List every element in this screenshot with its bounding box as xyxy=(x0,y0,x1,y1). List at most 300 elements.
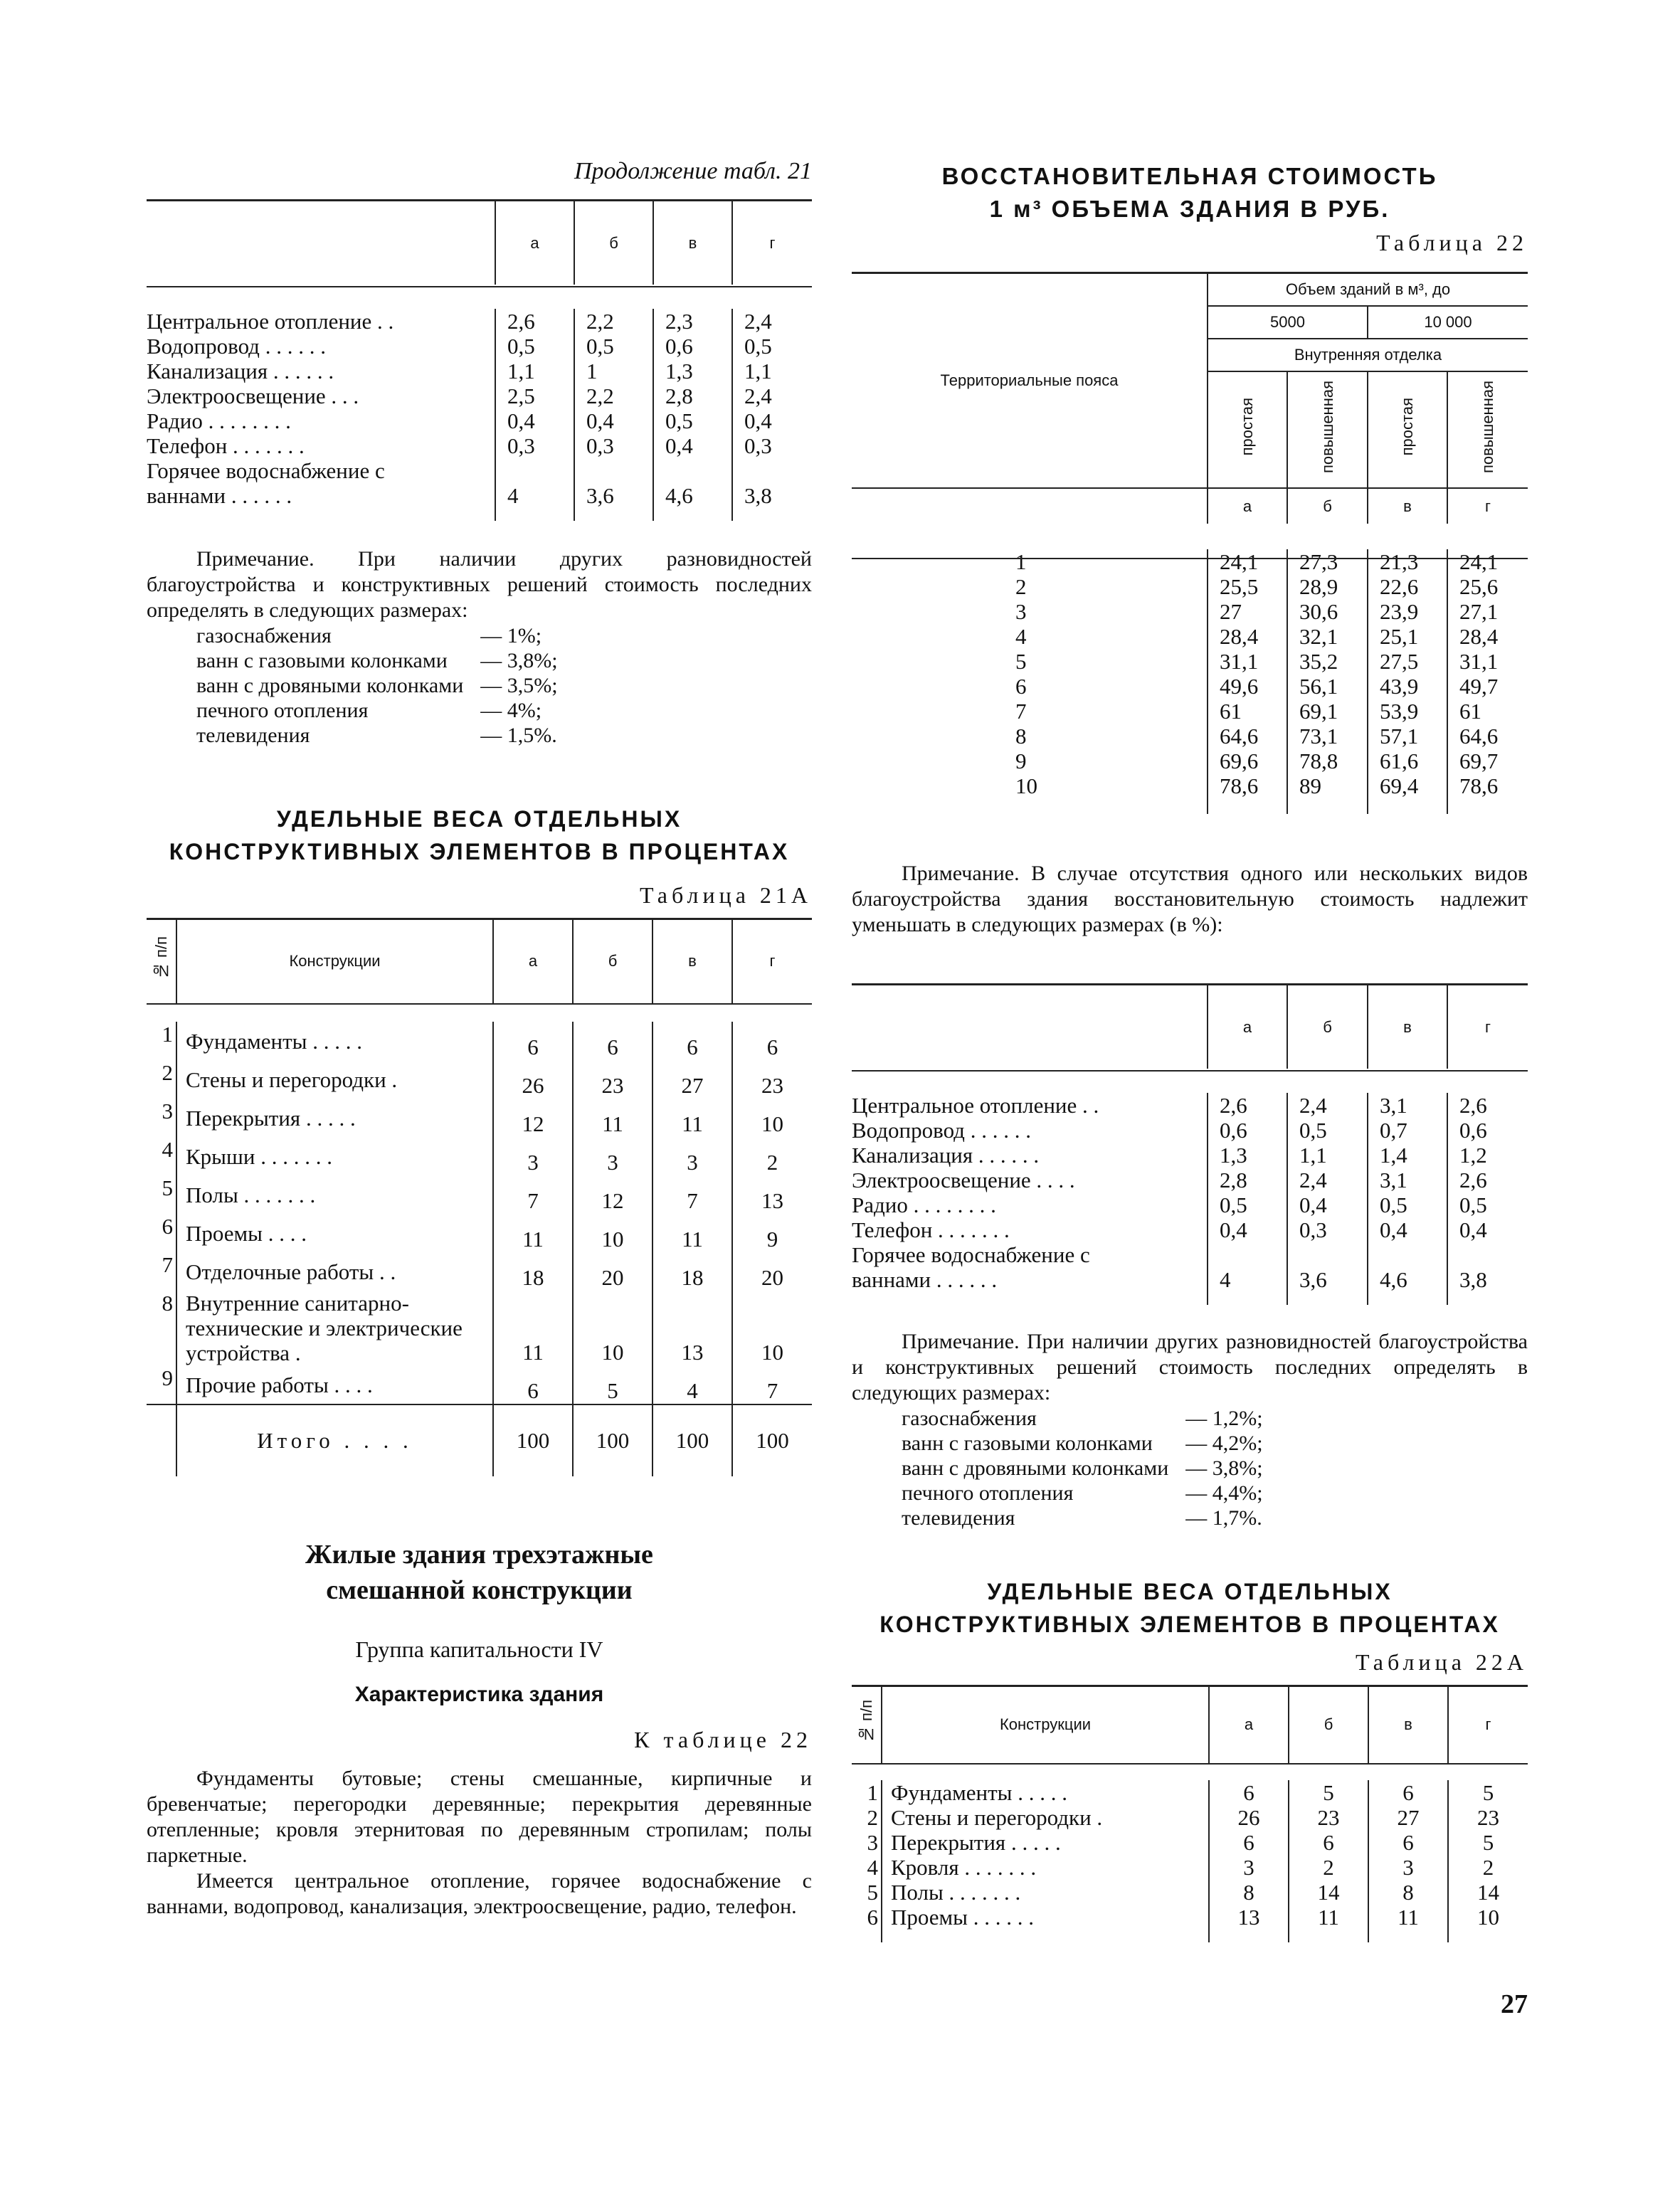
table21-cell-d: 0,4 xyxy=(732,408,812,433)
table21a-name-header: Конструкции xyxy=(176,919,493,1003)
table21a-col-a: а xyxy=(493,919,573,1003)
note3-item-name: ванн с газовыми колонками xyxy=(902,1432,1153,1455)
table22a xyxy=(852,1685,1528,1942)
table22-cell-b: 78,8 xyxy=(1287,748,1368,773)
note3-item xyxy=(902,1456,1263,1481)
table22b-col-g: г xyxy=(1447,985,1528,1069)
characteristic-heading: Характеристика здания xyxy=(354,1683,604,1706)
table22a-cell-a: 3 xyxy=(1209,1855,1289,1880)
table21a-cell-d: 9 xyxy=(732,1214,812,1252)
table22a-row-label: Проемы . . . . . . xyxy=(882,1905,1209,1930)
table21a-row-label: Отделочные работы . . xyxy=(176,1252,493,1291)
table22a-cell-c: 11 xyxy=(1368,1905,1448,1930)
section-title xyxy=(147,1537,812,1608)
table22-caption: Таблица 22 xyxy=(1376,230,1528,255)
table21a-row-label: Перекрытия . . . . . xyxy=(176,1099,493,1137)
table22-row xyxy=(852,724,1528,748)
heading-22a xyxy=(852,1575,1528,1641)
note3-item-name: печного отопления xyxy=(902,1481,1074,1505)
table22b-cell-c: 4,6 xyxy=(1368,1267,1447,1292)
table22b-cell-b: 0,3 xyxy=(1287,1217,1368,1242)
table21-cell-c: 4,6 xyxy=(653,483,732,508)
table21-cell-a: 0,5 xyxy=(495,334,574,359)
table22-cell-b: 73,1 xyxy=(1287,724,1368,748)
table22b-cell-a: 0,4 xyxy=(1208,1217,1287,1242)
table21-cell-b: 0,5 xyxy=(574,334,653,359)
note1-item-name: газоснабжения xyxy=(196,624,332,647)
table22-zone: 10 xyxy=(1015,773,1037,798)
table22-cell-d: 49,7 xyxy=(1447,674,1528,699)
table21-cell-d: 0,3 xyxy=(732,433,812,458)
table21a-total-d: 100 xyxy=(732,1404,812,1476)
table21a-row-label: Стены и перегородки . xyxy=(176,1060,493,1099)
note1-item xyxy=(196,698,558,723)
table21-row-label: Телефон . . . . . . . xyxy=(147,433,305,458)
building-description xyxy=(147,1766,812,1920)
table21a-total-row xyxy=(147,1404,812,1476)
table21-row-label: Горячее водоснабжение с xyxy=(147,458,385,483)
table21a-row-label: Крыши . . . . . . . xyxy=(176,1137,493,1175)
table21a-cell-a: 11 xyxy=(493,1214,573,1252)
heading-21a-line1: УДЕЛЬНЫЕ ВЕСА ОТДЕЛЬНЫХ xyxy=(276,806,682,832)
table22b-cell-b: 2,4 xyxy=(1287,1093,1368,1118)
table22a-cell-c: 27 xyxy=(1368,1805,1448,1830)
table22-cell-c: 22,6 xyxy=(1368,574,1447,599)
table22-cell-b: 32,1 xyxy=(1287,624,1368,649)
table21a-col-b: б xyxy=(573,919,653,1003)
table22-cell-c: 21,3 xyxy=(1368,549,1447,574)
note1-text: Примечание. При наличии других разновидностей благоустройства и конструктивных решений стоимость последних определять в следующих размерах: xyxy=(147,547,812,622)
table21-col-v: в xyxy=(653,201,732,285)
table22a-row xyxy=(852,1880,1528,1905)
note3-item-value: — 4,4%; xyxy=(1185,1481,1263,1505)
table22b-row-label: Радио . . . . . . . . xyxy=(852,1192,996,1217)
table22a-cell-c: 6 xyxy=(1368,1780,1448,1805)
table22a-row-label: Кровля . . . . . . . xyxy=(882,1855,1209,1880)
table21-cell-a: 1,1 xyxy=(495,359,574,383)
table22b-cell-c: 1,4 xyxy=(1368,1143,1447,1168)
table22b-header-row xyxy=(852,985,1528,1069)
table22-row xyxy=(852,549,1528,574)
note1-item xyxy=(196,648,558,673)
table21-cell-c: 2,3 xyxy=(653,309,732,334)
table22-cell-d: 31,1 xyxy=(1447,649,1528,674)
table22a-row-label: Фундаменты . . . . . xyxy=(882,1780,1209,1805)
table22b-cell-a: 2,8 xyxy=(1208,1168,1287,1192)
table21-row xyxy=(147,433,812,458)
table22-row xyxy=(852,674,1528,699)
table22b-row xyxy=(852,1192,1528,1217)
table21-cell-b: 0,4 xyxy=(574,408,653,433)
table21a-row-number: 4 xyxy=(162,1137,173,1162)
table22-cell-a: 64,6 xyxy=(1208,724,1287,748)
table22a-cell-a: 26 xyxy=(1209,1805,1289,1830)
table22-cell-d: 24,1 xyxy=(1447,549,1528,574)
table21a-row xyxy=(147,1214,812,1252)
table22b-row xyxy=(852,1143,1528,1168)
table21-cell-c: 0,4 xyxy=(653,433,732,458)
table22-sub-simple-1: простая xyxy=(1238,398,1256,456)
table21a-row-number: 6 xyxy=(162,1214,173,1239)
table21-cell-d xyxy=(732,458,812,483)
table21-col-g: г xyxy=(732,201,812,285)
table21a-cell-d: 7 xyxy=(732,1365,812,1404)
table22-cell-d: 78,6 xyxy=(1447,773,1528,798)
table22-zone: 3 xyxy=(1015,599,1027,624)
table21-row xyxy=(147,483,812,508)
table22a-col-g: г xyxy=(1448,1686,1528,1763)
table22a-col-v: в xyxy=(1368,1686,1448,1763)
table21a-cell-a: 12 xyxy=(493,1099,573,1137)
table21a-row xyxy=(147,1099,812,1137)
table21a-header-row xyxy=(147,919,812,1003)
table22a-row xyxy=(852,1830,1528,1855)
heading-21a-line2: КОНСТРУКТИВНЫХ ЭЛЕМЕНТОВ В ПРОЦЕНТАХ xyxy=(169,839,790,864)
table21a-cell-b: 3 xyxy=(573,1137,653,1175)
table21-cell-c: 0,6 xyxy=(653,334,732,359)
table22a-cell-a: 6 xyxy=(1209,1780,1289,1805)
table22-row xyxy=(852,699,1528,724)
table22-row xyxy=(852,748,1528,773)
table21-header-row xyxy=(147,201,812,285)
table22-cell-d: 69,7 xyxy=(1447,748,1528,773)
table21a-row-label: Внутренние санитарно-технические и электрические устройства . xyxy=(176,1291,493,1365)
table22b-cell-c: 3,1 xyxy=(1368,1093,1447,1118)
table22b-row-label: Горячее водоснабжение с xyxy=(852,1242,1090,1267)
table21a-cell-c: 6 xyxy=(653,1022,732,1060)
note1-item-value: — 1%; xyxy=(480,624,542,647)
description-para1: Фундаменты бутовые; стены смешанные, кирпичные и бревенчатые; перегородки деревянные; перекрытия деревянные отепленные; кровля этернитовая по деревянным стропилам; полы паркетные. xyxy=(147,1767,812,1867)
table22a-col-a: а xyxy=(1209,1686,1289,1763)
table22a-row-number: 4 xyxy=(867,1855,878,1880)
note3-item-name: ванн с дровяными колонками xyxy=(902,1456,1169,1480)
table22-cell-a: 24,1 xyxy=(1208,549,1287,574)
heading-22-line2: 1 м³ ОБЪЕМА ЗДАНИЯ В РУБ. xyxy=(989,196,1390,222)
table21a-cell-b: 6 xyxy=(573,1022,653,1060)
table22-sub-simple-2: простая xyxy=(1398,398,1416,456)
table21a-row-number: 5 xyxy=(162,1175,173,1200)
table22-cell-b: 69,1 xyxy=(1287,699,1368,724)
note3-item-value: — 4,2%; xyxy=(1185,1432,1263,1455)
note1-item-value: — 3,5%; xyxy=(480,674,558,697)
table22-cell-a: 78,6 xyxy=(1208,773,1287,798)
table22b-cell-b: 2,4 xyxy=(1287,1168,1368,1192)
table22-cell-a: 31,1 xyxy=(1208,649,1287,674)
table21-cell-b: 2,2 xyxy=(574,309,653,334)
table22b-col-v: в xyxy=(1368,985,1447,1069)
table22b-cell-a xyxy=(1208,1242,1287,1267)
table21a-cell-b: 11 xyxy=(573,1099,653,1137)
table21-row-label: Водопровод . . . . . . xyxy=(147,334,326,359)
note1-item-name: ванн с дровяными колонками xyxy=(196,674,464,697)
table21a-cell-d: 10 xyxy=(732,1291,812,1365)
table21a xyxy=(147,918,812,1476)
note1-item-name: ванн с газовыми колонками xyxy=(196,649,448,672)
table22a-row xyxy=(852,1805,1528,1830)
table21a-row-label: Прочие работы . . . . xyxy=(176,1365,493,1404)
table21-row xyxy=(147,383,812,408)
table22-row xyxy=(852,773,1528,798)
table22-vol-10000: 10 000 xyxy=(1368,306,1528,339)
table22a-row xyxy=(852,1905,1528,1930)
table21-row-label: Электроосвещение . . . xyxy=(147,383,359,408)
table22-cell-a: 25,5 xyxy=(1208,574,1287,599)
table22-row xyxy=(852,599,1528,624)
table22-cell-d: 28,4 xyxy=(1447,624,1528,649)
table21a-cell-b: 23 xyxy=(573,1060,653,1099)
page-number: 27 xyxy=(1501,1989,1528,2019)
table21a-cell-c: 7 xyxy=(653,1175,732,1214)
table21a-total-label: Итого . . . . xyxy=(176,1404,493,1476)
table21a-row-number: 7 xyxy=(162,1252,173,1277)
table21-row xyxy=(147,334,812,359)
table21a-col-g: г xyxy=(732,919,812,1003)
table21-cell-d: 1,1 xyxy=(732,359,812,383)
note1-item-name: телевидения xyxy=(196,724,310,747)
note3-item-name: газоснабжения xyxy=(902,1407,1037,1430)
table21a-cell-d: 10 xyxy=(732,1099,812,1137)
table21a-cell-d: 2 xyxy=(732,1137,812,1175)
table21-cell-a: 2,6 xyxy=(495,309,574,334)
table22b-cell-d xyxy=(1447,1242,1528,1267)
table21-cell-b: 1 xyxy=(574,359,653,383)
table22a-cell-c: 8 xyxy=(1368,1880,1448,1905)
table22a-cell-d: 2 xyxy=(1448,1855,1528,1880)
note3-item-value: — 3,8%; xyxy=(1185,1456,1263,1480)
note3-item-value: — 1,2%; xyxy=(1185,1407,1263,1430)
table22b-row-label: Водопровод . . . . . . xyxy=(852,1118,1031,1143)
heading-22-line1: ВОССТАНОВИТЕЛЬНАЯ СТОИМОСТЬ xyxy=(941,163,1438,189)
table21-cell-a: 0,4 xyxy=(495,408,574,433)
table21-cell-a xyxy=(495,458,574,483)
note3 xyxy=(852,1329,1528,1530)
table21a-total-c: 100 xyxy=(653,1404,732,1476)
table22b-cell-a: 0,5 xyxy=(1208,1192,1287,1217)
table22-cell-c: 61,6 xyxy=(1368,748,1447,773)
table22-row xyxy=(852,574,1528,599)
table21-cell-a: 0,3 xyxy=(495,433,574,458)
table22a-header-row xyxy=(852,1686,1528,1763)
table22b-cell-d: 0,5 xyxy=(1447,1192,1528,1217)
table21a-row-label: Фундаменты . . . . . xyxy=(176,1022,493,1060)
note1-item-value: — 1,5%. xyxy=(480,724,557,747)
note3-item-name: телевидения xyxy=(902,1506,1015,1530)
table21a-cell-c: 27 xyxy=(653,1060,732,1099)
table22a-row-number: 6 xyxy=(867,1905,878,1930)
note3-item xyxy=(902,1431,1263,1456)
table21a-cell-a: 6 xyxy=(493,1022,573,1060)
table22b-cell-c xyxy=(1368,1242,1447,1267)
table22a-row-label: Стены и перегородки . xyxy=(882,1805,1209,1830)
table21-cell-d: 0,5 xyxy=(732,334,812,359)
table22-cell-c: 25,1 xyxy=(1368,624,1447,649)
table21-row xyxy=(147,309,812,334)
table22a-cell-b: 5 xyxy=(1289,1780,1368,1805)
table22b-row-label: Центральное отопление . . xyxy=(852,1093,1099,1118)
table22a-cell-c: 3 xyxy=(1368,1855,1448,1880)
table21-cell-a: 4 xyxy=(495,483,574,508)
heading-21a xyxy=(147,803,812,868)
table22a-col-b: б xyxy=(1289,1686,1368,1763)
table21a-cell-b: 10 xyxy=(573,1214,653,1252)
table21-cell-c: 0,5 xyxy=(653,408,732,433)
table22-zone: 4 xyxy=(1015,624,1027,649)
table22b-cell-b xyxy=(1287,1242,1368,1267)
table22a-row-number: 5 xyxy=(867,1880,878,1905)
heading-22a-line1: УДЕЛЬНЫЕ ВЕСА ОТДЕЛЬНЫХ xyxy=(987,1579,1393,1604)
note1-item xyxy=(196,673,558,698)
table22-cell-d: 27,1 xyxy=(1447,599,1528,624)
heading-22 xyxy=(852,160,1528,226)
table22b-row xyxy=(852,1217,1528,1242)
table22-cell-b: 35,2 xyxy=(1287,649,1368,674)
table22-vol-5000: 5000 xyxy=(1208,306,1368,339)
table22-cell-a: 28,4 xyxy=(1208,624,1287,649)
table22b-cell-b: 1,1 xyxy=(1287,1143,1368,1168)
table21a-cell-c: 18 xyxy=(653,1252,732,1291)
table22-zone: 2 xyxy=(1015,574,1027,599)
table22-zone-header: Территориальные пояса xyxy=(940,371,1119,389)
table21a-cell-a: 7 xyxy=(493,1175,573,1214)
table22a-cell-d: 14 xyxy=(1448,1880,1528,1905)
table22-cell-a: 49,6 xyxy=(1208,674,1287,699)
table21a-row xyxy=(147,1365,812,1404)
table22b-row-label: Канализация . . . . . . xyxy=(852,1143,1040,1168)
table21-row xyxy=(147,458,812,483)
note1-item xyxy=(196,623,558,648)
table21a-col-v: в xyxy=(653,919,732,1003)
table21a-total-a: 100 xyxy=(493,1404,573,1476)
table22-sub-improved-1: повышенная xyxy=(1318,381,1336,473)
table22-zone: 1 xyxy=(1015,549,1027,574)
table22-cell-b: 89 xyxy=(1287,773,1368,798)
table21 xyxy=(147,199,812,521)
table22b-row-label: ваннами . . . . . . xyxy=(852,1267,998,1292)
table22b-cell-c: 3,1 xyxy=(1368,1168,1447,1192)
table22a-row-number: 1 xyxy=(867,1780,878,1805)
table22a-cell-c: 6 xyxy=(1368,1830,1448,1855)
table22-cell-b: 56,1 xyxy=(1287,674,1368,699)
table21a-row xyxy=(147,1022,812,1060)
table22a-cell-a: 8 xyxy=(1209,1880,1289,1905)
table22a-row xyxy=(852,1780,1528,1805)
table21-cell-b: 2,2 xyxy=(574,383,653,408)
table22b-cell-b: 0,5 xyxy=(1287,1118,1368,1143)
table22-col-a: а xyxy=(1208,488,1287,524)
table21a-row-number: 2 xyxy=(162,1060,173,1085)
section-title-line2: смешанной конструкции xyxy=(326,1575,633,1605)
table22b-cell-c: 0,7 xyxy=(1368,1118,1447,1143)
table22a-cell-b: 6 xyxy=(1289,1830,1368,1855)
table21a-cell-d: 20 xyxy=(732,1252,812,1291)
table22a-cell-b: 2 xyxy=(1289,1855,1368,1880)
table21a-cell-c: 3 xyxy=(653,1137,732,1175)
table21-row-label: Центральное отопление . . xyxy=(147,309,394,334)
table21-row-label: Канализация . . . . . . xyxy=(147,359,334,383)
table22-finish-header: Внутренняя отделка xyxy=(1208,339,1528,371)
table21a-cell-d: 13 xyxy=(732,1175,812,1214)
table22b-cell-a: 1,3 xyxy=(1208,1143,1287,1168)
table21-row-label: ваннами . . . . . . xyxy=(147,483,292,508)
table22-cell-c: 27,5 xyxy=(1368,649,1447,674)
note3-item-value: — 1,7%. xyxy=(1185,1506,1262,1530)
table22a-cell-d: 5 xyxy=(1448,1830,1528,1855)
table22a-cell-d: 10 xyxy=(1448,1905,1528,1930)
table21a-cell-d: 23 xyxy=(732,1060,812,1099)
table21a-total-b: 100 xyxy=(573,1404,653,1476)
table22a-row-label: Перекрытия . . . . . xyxy=(882,1830,1209,1855)
table22-cell-a: 69,6 xyxy=(1208,748,1287,773)
table22-zone: 6 xyxy=(1015,674,1027,699)
table21a-row xyxy=(147,1291,812,1365)
table22-sub-improved-2: повышенная xyxy=(1479,381,1496,473)
table22b-cell-d: 0,4 xyxy=(1447,1217,1528,1242)
note3-item xyxy=(902,1506,1263,1530)
capital-group: Группа капитальности IV xyxy=(355,1636,603,1662)
table21a-row xyxy=(147,1137,812,1175)
table22b-row xyxy=(852,1118,1528,1143)
table22b-row xyxy=(852,1168,1528,1192)
table22a-cell-b: 14 xyxy=(1289,1880,1368,1905)
note3-list xyxy=(902,1406,1263,1530)
to-table-22: К таблице 22 xyxy=(634,1727,812,1752)
table21-cell-c: 2,8 xyxy=(653,383,732,408)
table21a-cell-c: 11 xyxy=(653,1099,732,1137)
note2 xyxy=(852,861,1528,938)
table21a-row xyxy=(147,1060,812,1099)
table22-cell-c: 23,9 xyxy=(1368,599,1447,624)
note1-item xyxy=(196,723,558,748)
table22-volume-header: Объем зданий в м³, до xyxy=(1208,273,1528,306)
table22a-row xyxy=(852,1855,1528,1880)
table22-cell-a: 27 xyxy=(1208,599,1287,624)
heading-22a-line2: КОНСТРУКТИВНЫХ ЭЛЕМЕНТОВ В ПРОЦЕНТАХ xyxy=(879,1612,1500,1637)
table22-cell-c: 53,9 xyxy=(1368,699,1447,724)
table22-cell-b: 27,3 xyxy=(1287,549,1368,574)
note3-item xyxy=(902,1481,1263,1506)
table21a-cell-a: 18 xyxy=(493,1252,573,1291)
table21-col-b: б xyxy=(574,201,653,285)
table21-cell-b: 0,3 xyxy=(574,433,653,458)
table22a-cell-b: 23 xyxy=(1289,1805,1368,1830)
table22-cell-d: 64,6 xyxy=(1447,724,1528,748)
table22a-cell-d: 23 xyxy=(1448,1805,1528,1830)
table22-cell-a: 61 xyxy=(1208,699,1287,724)
table21a-cell-a: 26 xyxy=(493,1060,573,1099)
table22-cell-c: 57,1 xyxy=(1368,724,1447,748)
table22b-cell-b: 3,6 xyxy=(1287,1267,1368,1292)
table22-zone: 5 xyxy=(1015,649,1027,674)
note3-item xyxy=(902,1406,1263,1431)
table22-col-v: в xyxy=(1368,488,1447,524)
table22b-cell-b: 0,4 xyxy=(1287,1192,1368,1217)
table21-continuation-caption: Продолжение табл. 21 xyxy=(574,158,812,184)
table22b-cell-d: 1,2 xyxy=(1447,1143,1528,1168)
table21-row-label: Радио . . . . . . . . xyxy=(147,408,291,433)
table22-zone: 8 xyxy=(1015,724,1027,748)
table22b-col-a: а xyxy=(1208,985,1287,1069)
table21-cell-c: 1,3 xyxy=(653,359,732,383)
table22a-row-label: Полы . . . . . . . xyxy=(882,1880,1209,1905)
table21a-cell-c: 13 xyxy=(653,1291,732,1365)
table22a-name-header: Конструкции xyxy=(882,1686,1209,1763)
table22b-cell-a: 2,6 xyxy=(1208,1093,1287,1118)
table22-cell-d: 25,6 xyxy=(1447,574,1528,599)
table22b-row xyxy=(852,1242,1528,1267)
table21a-cell-c: 4 xyxy=(653,1365,732,1404)
table22b-cell-d: 2,6 xyxy=(1447,1168,1528,1192)
note1-list xyxy=(196,623,558,748)
